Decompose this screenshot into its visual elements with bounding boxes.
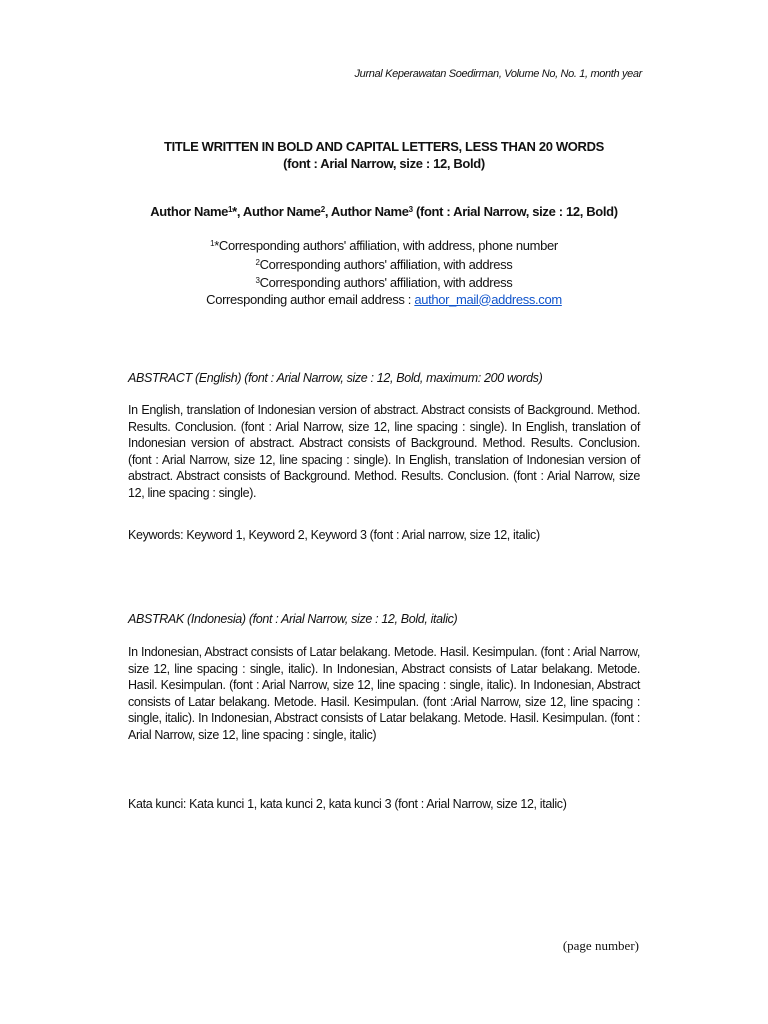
author-name-2: Author Name	[242, 204, 321, 219]
affiliation-2-sup: 2	[255, 257, 260, 267]
author-font-note: (font : Arial Narrow, size : 12, Bold)	[412, 204, 618, 219]
affiliations	[0, 236, 768, 308]
title-line-2: (font : Arial Narrow, size : 12, Bold)	[283, 156, 485, 171]
abstrak-body: In Indonesian, Abstract consists of Latar belakang. Metode. Hasil. Kesimpulan. (font : Arial Narrow, size 12, line spacing : single, italic). In Indonesian, Abstract consists of Latar belakang. Metode. Hasil. Kesimpulan. (font : Arial Narrow, size 12, line spacing : single, italic). In Indonesian, Abstract consists of Latar belakang. Metode. Hasil. Kesimpulan. (font :Arial Narrow, size 12, line spacing : single, italic). In Indonesian, Abstract consists of Latar belakang. Metode. Hasil. Kesimpulan. (font : Arial Narrow, size 12, line spacing : single, italic)	[128, 645, 640, 742]
title-line-1: TITLE WRITTEN IN BOLD AND CAPITAL LETTERS, LESS THAN 20 WORDS	[164, 139, 604, 154]
page-number: (page number)	[562, 938, 639, 953]
affiliation-3-text: Corresponding authors' affiliation, with address	[259, 275, 513, 290]
email-label: Corresponding author email address :	[206, 291, 415, 307]
abstrak-heading: ABSTRAK (Indonesia) (font : Arial Narrow, size : 12, Bold, italic)	[128, 612, 458, 626]
keywords: Keywords: Keyword 1, Keyword 2, Keyword 3 (font : Arial narrow, size 12, italic)	[128, 528, 540, 542]
author-name-1: Author Name	[150, 204, 229, 219]
author-sup-3: 3	[408, 205, 413, 214]
affiliation-1-sup: 1	[210, 239, 215, 248]
author-separator-1: *,	[232, 204, 243, 219]
affiliation-2	[0, 255, 768, 274]
journal-header: Jurnal Keperawatan Soedirman, Volume No, No. 1, month year	[354, 68, 642, 80]
affiliation-3-sup: 3	[255, 276, 260, 285]
affiliation-2-text: Corresponding authors' affiliation, with address	[259, 256, 513, 272]
author-list	[0, 204, 768, 219]
affiliation-3	[0, 273, 768, 292]
kata-kunci: Kata kunci: Kata kunci 1, kata kunci 2, kata kunci 3 (font : Arial Narrow, size 12, italic)	[128, 797, 567, 811]
abstract-heading: ABSTRACT (English) (font : Arial Narrow, size : 12, Bold, maximum: 200 words)	[128, 371, 543, 385]
author-separator-2: ,	[324, 204, 331, 219]
email-link[interactable]: author_mail@address.com	[414, 291, 562, 307]
author-sup-2: 2	[320, 205, 325, 214]
author-name-3: Author Name	[330, 204, 409, 219]
paper-title	[0, 138, 768, 172]
author-sup-1: 1	[228, 205, 233, 214]
abstract-body: In English, translation of Indonesian version of abstract. Abstract consists of Background. Method. Results. Conclusion. (font : Arial Narrow, size 12, line spacing : single). In English, translation of Indonesian version of abstract. Abstract consists of Background. Method. Results. Conclusion. (font : Arial Narrow, size 12, line spacing : single). In English, translation of Indonesian version of abstract. Abstract consists of Background. Method. Results. Conclusion. (font : Arial Narrow, size 12, line spacing : single).	[128, 403, 640, 500]
affiliation-1-text: *Corresponding authors' affiliation, with address, phone number	[214, 238, 558, 253]
corresponding-email-line	[0, 292, 768, 309]
affiliation-1	[0, 236, 768, 255]
